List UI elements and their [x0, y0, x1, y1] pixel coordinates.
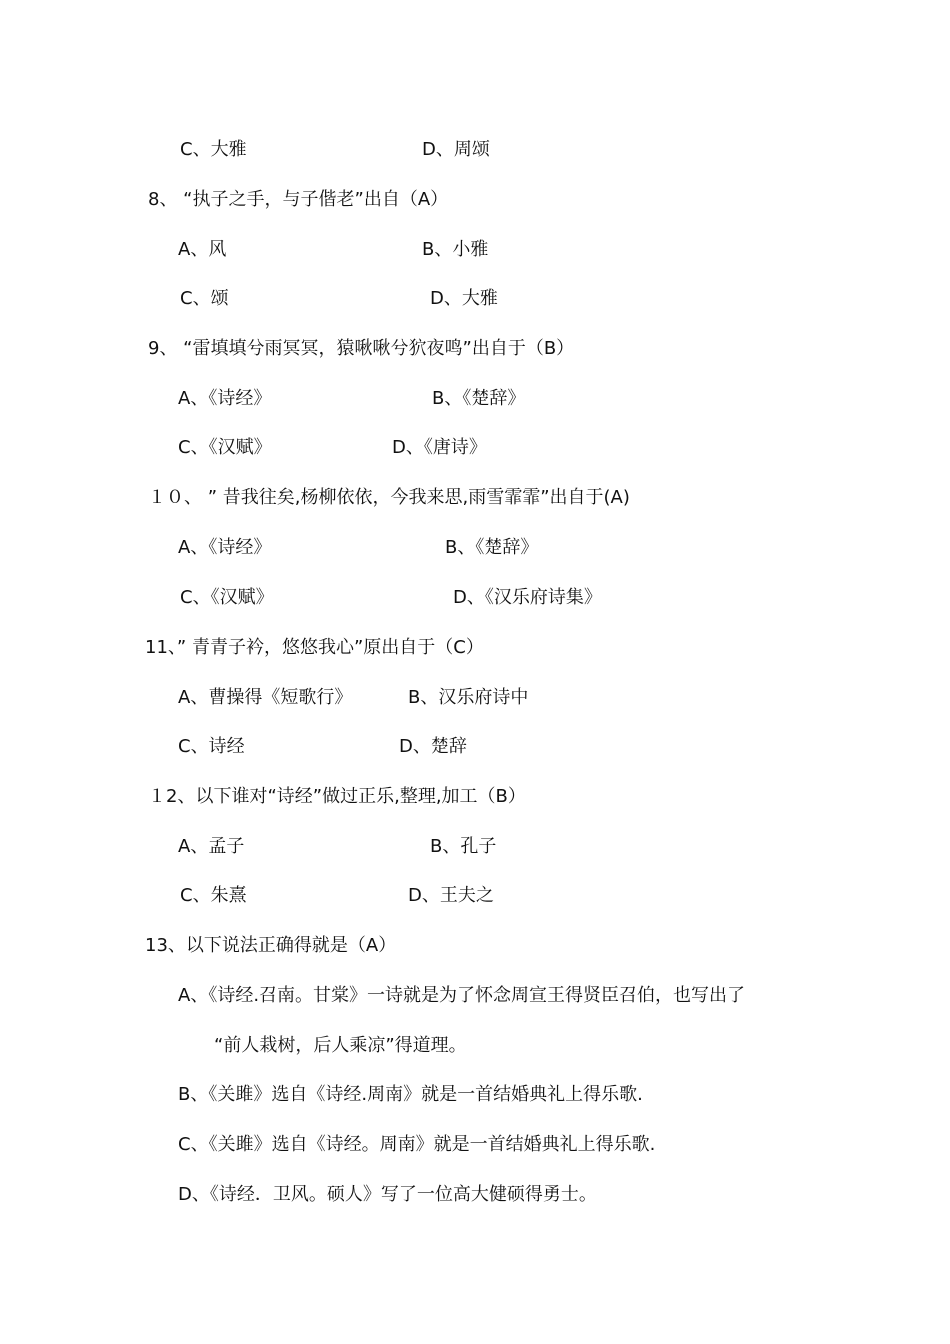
q11-option-d: D、楚辞	[399, 736, 467, 757]
q9-option-c: C、《汉赋》	[178, 437, 272, 458]
q8-question: 8、 “执子之手，与子偕老”出自（A）	[148, 189, 449, 210]
q8-option-b: B、小雅	[422, 239, 489, 260]
q11-option-a: A、曹操得《短歌行》	[178, 687, 353, 708]
q13-option-c: C、《关雎》选自《诗经。周南》就是一首结婚典礼上得乐歌.	[178, 1134, 656, 1155]
q10-option-c: C、《汉赋》	[180, 587, 274, 608]
q8-option-d: D、大雅	[430, 288, 498, 309]
q10-option-b: B、《楚辞》	[445, 537, 539, 558]
q12-option-a: A、孟子	[178, 836, 245, 857]
q13-option-d: D、《诗经．卫风。硕人》写了一位高大健硕得勇士。	[178, 1184, 597, 1205]
q11-option-c: C、诗经	[178, 736, 245, 757]
q8-option-c: C、颂	[180, 288, 229, 309]
q7-option-c: C、大雅	[180, 139, 247, 160]
q12-option-d: D、王夫之	[408, 885, 494, 906]
q10-question: １０、 ” 昔我往矣,杨柳依依，今我来思,雨雪霏霏”出自于(A)	[148, 487, 630, 508]
q10-option-d: D、《汉乐府诗集》	[453, 587, 602, 608]
q11-question: 11、” 青青子衿，悠悠我心”原出自于（C）	[145, 637, 484, 658]
q12-question: １2、以下谁对“诗经”做过正乐,整理,加工（B）	[148, 786, 526, 807]
q12-option-b: B、孔子	[430, 836, 497, 857]
q9-option-b: B、《楚辞》	[432, 388, 526, 409]
q13-option-a-line1: A、《诗经.召南。甘棠》一诗就是为了怀念周宣王得贤臣召伯，也写出了	[178, 985, 746, 1006]
q12-option-c: C、朱熹	[180, 885, 247, 906]
q8-option-a: A、风	[178, 239, 227, 260]
q11-option-b: B、汉乐府诗中	[408, 687, 529, 708]
q7-option-d: D、周颂	[422, 139, 490, 160]
q10-option-a: A、《诗经》	[178, 537, 272, 558]
q13-question: 13、以下说法正确得就是（A）	[145, 935, 397, 956]
q9-option-a: A、《诗经》	[178, 388, 272, 409]
q9-option-d: D、《唐诗》	[392, 437, 487, 458]
q13-option-a-line2: “前人栽树，后人乘凉”得道理。	[214, 1035, 467, 1056]
q13-option-b: B、《关雎》选自《诗经.周南》就是一首结婚典礼上得乐歌.	[178, 1084, 643, 1105]
q9-question: 9、 “雷填填兮雨冥冥，猿啾啾兮狖夜鸣”出自于（B）	[148, 338, 575, 359]
